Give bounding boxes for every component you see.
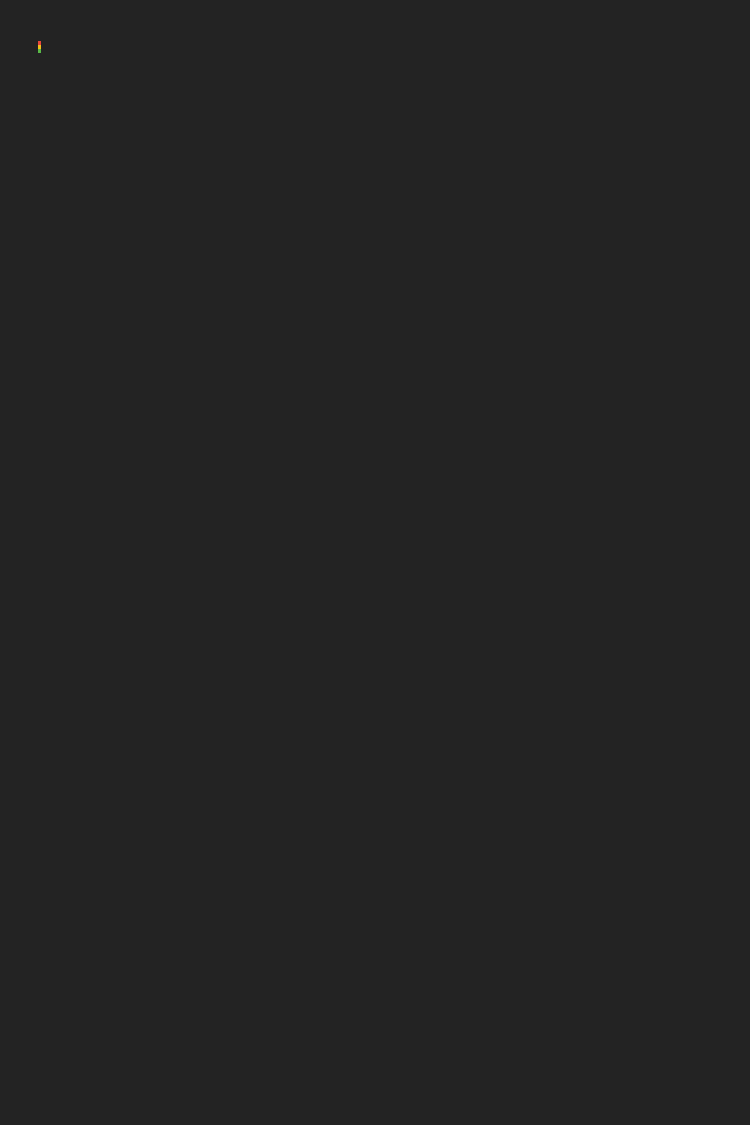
logo-block — [38, 36, 44, 38]
hero-number — [128, 10, 368, 180]
